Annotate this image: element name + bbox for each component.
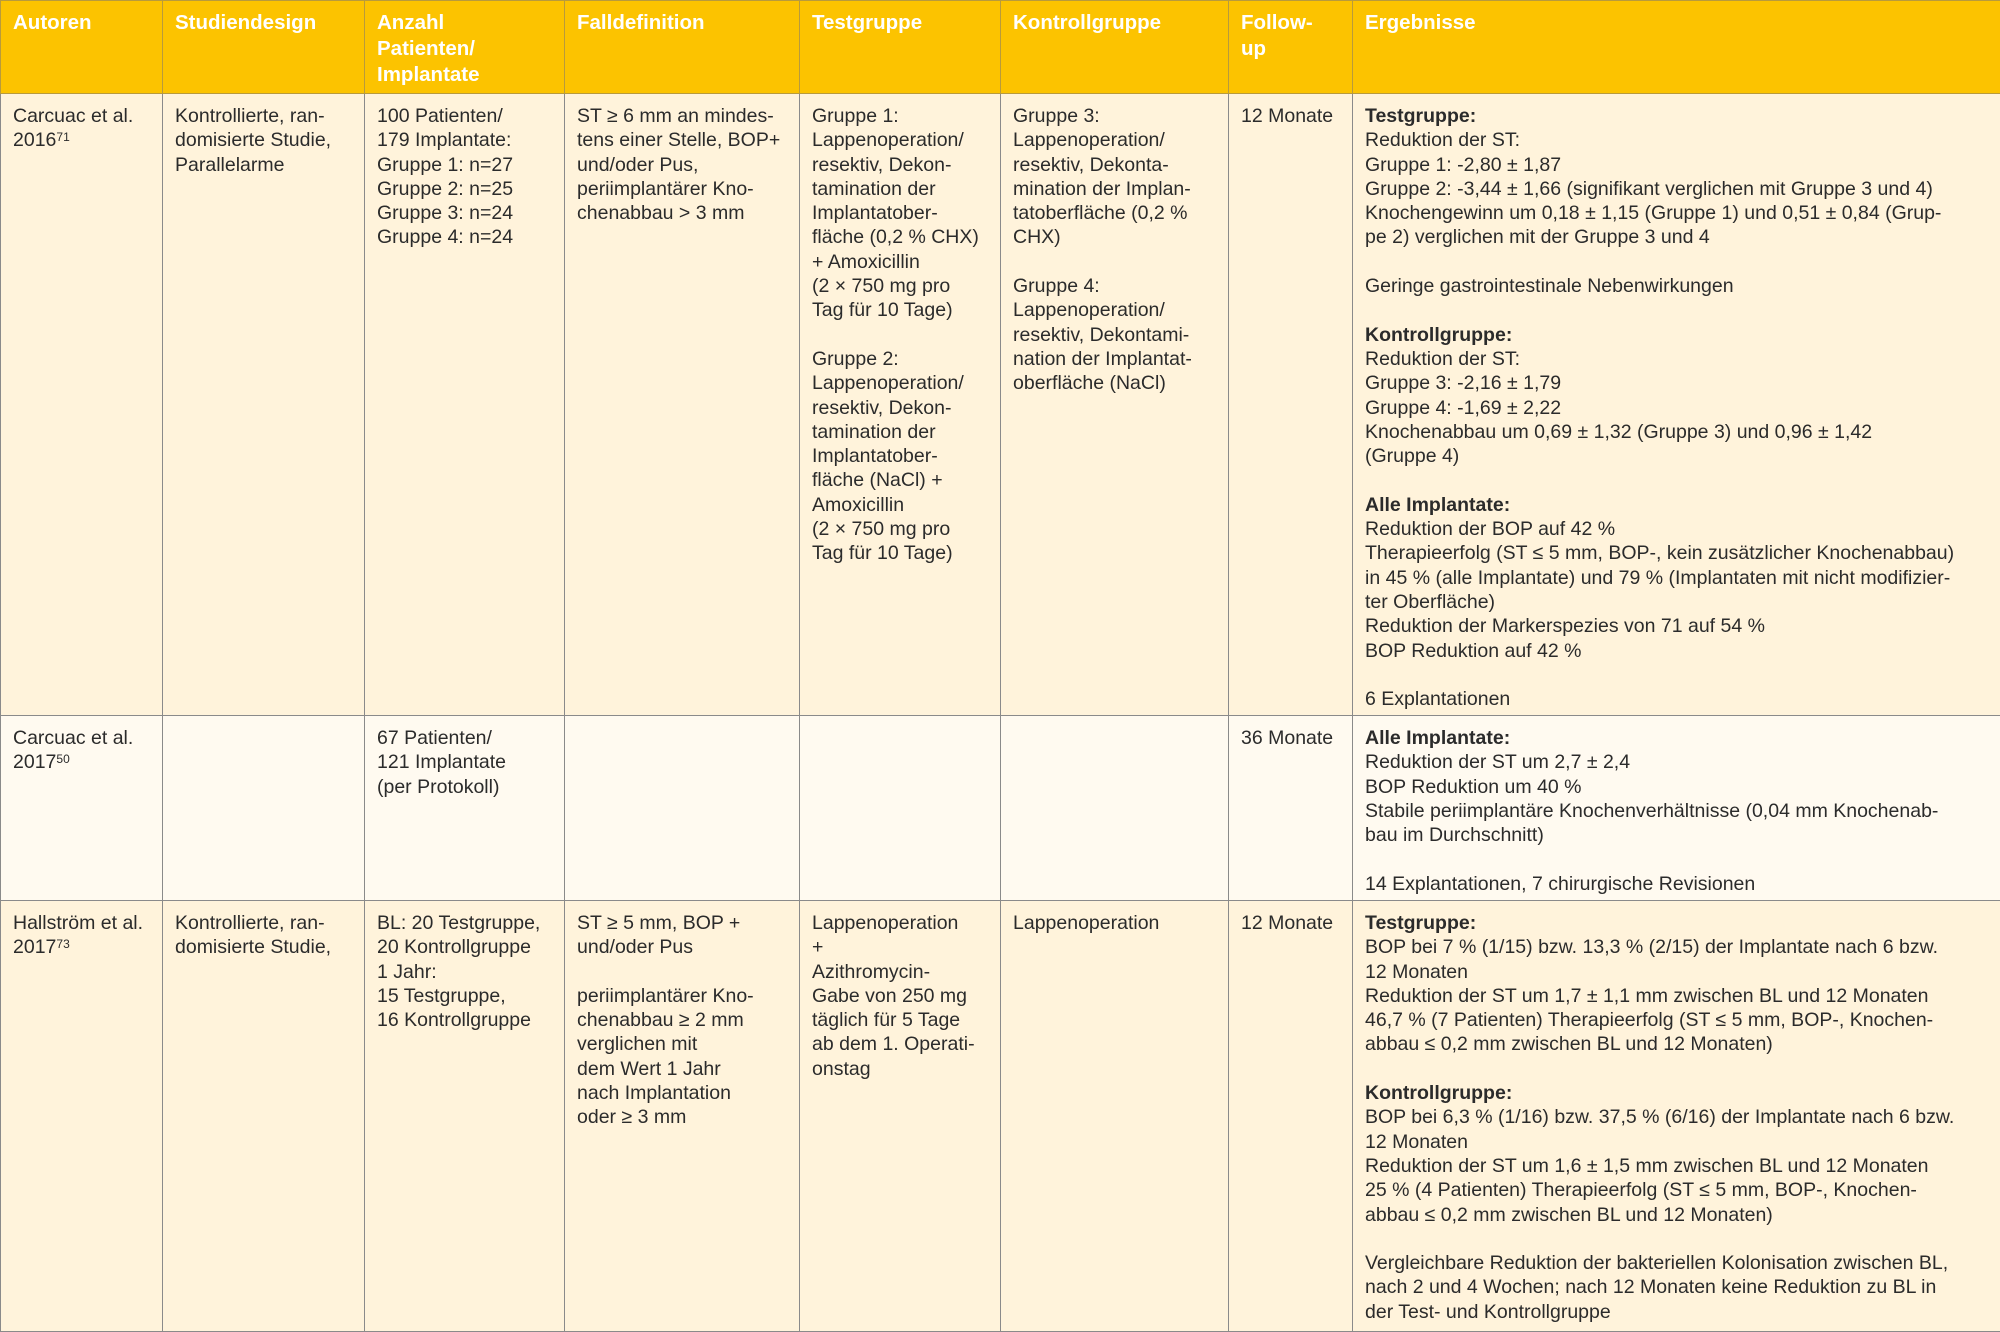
cell-anzahl [365,94,565,716]
text-line: resektiv, Dekon- [812,396,988,420]
text-line: BL: 20 Testgruppe, [377,911,552,935]
text-line: 6 Explantationen [1365,687,1988,711]
text-line: Tag für 10 Tage) [812,541,988,565]
header-label-line: Follow- [1241,10,1340,36]
header-label-line: Patienten/ [377,36,552,62]
text-line [577,960,787,984]
text-line: Gruppe 1: n=27 [377,153,552,177]
text-line: 15 Testgruppe, [377,984,552,1008]
reference-number: 71 [56,130,69,144]
text-line: Gruppe 3: n=24 [377,201,552,225]
text-line: und/oder Pus, [577,153,787,177]
cell-follow-up [1229,94,1353,716]
text-line: Implantatober- [812,444,988,468]
text-line: Tag für 10 Tage) [812,298,988,322]
author-year-line [13,750,150,774]
text-line [1365,1227,1988,1251]
text-line: verglichen mit [577,1032,787,1056]
text-line: BOP Reduktion auf 42 % [1365,639,1988,663]
text-line: Reduktion der ST um 1,7 ± 1,1 mm zwischen BL und 12 Monaten [1365,984,1988,1008]
cell-autoren [1,94,163,716]
text-line: ter Oberfläche) [1365,590,1988,614]
text-line: 12 Monate [1241,911,1340,935]
author-name: Carcuac et al. [13,104,150,128]
header-testgruppe [800,1,1001,94]
header-kontrollgruppe [1001,1,1229,94]
text-line: Gruppe 1: [812,104,988,128]
text-line: Gruppe 4: [1013,274,1216,298]
text-line: (per Protokoll) [377,775,552,799]
header-label-line: Falldefinition [577,10,787,36]
author-name: Hallström et al. [13,911,150,935]
text-line: periimplantärer Kno- [577,984,787,1008]
text-line: BOP bei 6,3 % (1/16) bzw. 37,5 % (6/16) der Implantate nach 6 bzw. [1365,1105,1988,1129]
text-line: tatoberfläche (0,2 % [1013,201,1216,225]
text-line: Gruppe 4: n=24 [377,225,552,249]
cell-falldefinition [565,94,800,716]
text-line: Lappenoperation/ [812,128,988,152]
text-line: ST ≥ 5 mm, BOP + [577,911,787,935]
cell-falldefinition [565,716,800,901]
section-heading: Testgruppe: [1365,911,1988,935]
text-line: domisierte Studie, [175,128,352,152]
text-line: ab dem 1. Operati- [812,1032,988,1056]
header-ergebnisse [1353,1,2000,94]
author-name: Carcuac et al. [13,726,150,750]
text-line: Gruppe 2: -3,44 ± 1,66 (signifikant verglichen mit Gruppe 3 und 4) [1365,177,1988,201]
cell-autoren [1,716,163,901]
cell-ergebnisse [1353,716,2000,901]
header-autoren [1,1,163,94]
text-line: Gruppe 3: [1013,104,1216,128]
header-label-line: Autoren [13,10,150,36]
text-line: nach Implantation [577,1081,787,1105]
text-line: 121 Implantate [377,750,552,774]
header-anzahl [365,1,565,94]
text-line: nation der Implantat- [1013,347,1216,371]
text-line: Reduktion der ST um 1,6 ± 1,5 mm zwischen BL und 12 Monaten [1365,1154,1988,1178]
text-line: 14 Explantationen, 7 chirurgische Revisionen [1365,872,1988,896]
header-studiendesign [163,1,365,94]
text-line: Lappenoperation/ [1013,128,1216,152]
text-line: 36 Monate [1241,726,1340,750]
text-line: Gabe von 250 mg [812,984,988,1008]
author-year: 2017 [13,936,56,958]
header-label-line: Anzahl [377,10,552,36]
reference-number: 50 [56,752,69,766]
table-row [1,94,2000,716]
text-line: bau im Durchschnitt) [1365,823,1988,847]
text-line: ST ≥ 6 mm an mindes- [577,104,787,128]
text-line [1365,847,1988,871]
cell-anzahl [365,716,565,901]
cell-testgruppe [800,94,1001,716]
text-line: 46,7 % (7 Patienten) Therapieerfolg (ST ≤ 5 mm, BOP-, Knochen- [1365,1008,1988,1032]
text-line: tens einer Stelle, BOP+ [577,128,787,152]
text-line: 67 Patienten/ [377,726,552,750]
text-line: Kontrollierte, ran- [175,104,352,128]
text-line: Knochenabbau um 0,69 ± 1,32 (Gruppe 3) und 0,96 ± 1,42 [1365,420,1988,444]
text-line [1365,298,1988,322]
text-line: + [812,935,988,959]
text-line: Gruppe 2: [812,347,988,371]
header-label-line: Kontrollgruppe [1013,10,1216,36]
text-line: resektiv, Dekon- [812,153,988,177]
header-label-line: Ergebnisse [1365,10,1988,36]
text-line: 16 Kontrollgruppe [377,1008,552,1032]
text-line: Therapieerfolg (ST ≤ 5 mm, BOP-, kein zusätzlicher Knochenabbau) [1365,541,1988,565]
text-line: CHX) [1013,225,1216,249]
text-line: Lappenoperation/ [812,371,988,395]
text-line: abbau ≤ 0,2 mm zwischen BL und 12 Monaten) [1365,1203,1988,1227]
cell-testgruppe [800,901,1001,1332]
cell-anzahl [365,901,565,1332]
text-line: domisierte Studie, [175,935,352,959]
header-follow-up [1229,1,1353,94]
text-line [812,323,988,347]
text-line: 20 Kontrollgruppe [377,935,552,959]
text-line: dem Wert 1 Jahr [577,1057,787,1081]
table-row [1,716,2000,901]
header-label-line: Testgruppe [812,10,988,36]
cell-ergebnisse [1353,901,2000,1332]
text-line: pe 2) verglichen mit der Gruppe 3 und 4 [1365,225,1988,249]
text-line: + Amoxicillin [812,250,988,274]
text-line: Reduktion der BOP auf 42 % [1365,517,1988,541]
text-line [1365,663,1988,687]
author-year-line [13,128,150,152]
text-line: Implantatober- [812,201,988,225]
header-label-line: Studiendesign [175,10,352,36]
text-line: Azithromycin- [812,960,988,984]
text-line: Vergleichbare Reduktion der bakteriellen Kolonisation zwischen BL, [1365,1251,1988,1275]
text-line: (Gruppe 4) [1365,444,1988,468]
text-line: BOP bei 7 % (1/15) bzw. 13,3 % (2/15) der Implantate nach 6 bzw. [1365,935,1988,959]
text-line: Knochengewinn um 0,18 ± 1,15 (Gruppe 1) und 0,51 ± 0,84 (Grup- [1365,201,1988,225]
text-line: 12 Monate [1241,104,1340,128]
text-line: der Test- und Kontrollgruppe [1365,1300,1988,1324]
text-line: resektiv, Dekontami- [1013,323,1216,347]
cell-studiendesign [163,901,365,1332]
text-line [1013,250,1216,274]
section-heading: Kontrollgruppe: [1365,323,1988,347]
cell-kontrollgruppe [1001,716,1229,901]
text-line: (2 × 750 mg pro [812,274,988,298]
text-line: Geringe gastrointestinale Nebenwirkungen [1365,274,1988,298]
text-line: Lappenoperation/ [1013,298,1216,322]
text-line: periimplantärer Kno- [577,177,787,201]
text-line: onstag [812,1057,988,1081]
text-line [1365,250,1988,274]
text-line [1365,1057,1988,1081]
cell-follow-up [1229,901,1353,1332]
text-line: Lappenoperation [1013,911,1216,935]
author-year: 2016 [13,129,56,151]
text-line: Kontrollierte, ran- [175,911,352,935]
text-line: nach 2 und 4 Wochen; nach 12 Monaten keine Reduktion zu BL in [1365,1275,1988,1299]
text-line: oberfläche (NaCl) [1013,371,1216,395]
cell-autoren [1,901,163,1332]
text-line: und/oder Pus [577,935,787,959]
cell-falldefinition [565,901,800,1332]
text-line: abbau ≤ 0,2 mm zwischen BL und 12 Monaten) [1365,1032,1988,1056]
cell-studiendesign [163,94,365,716]
text-line: Reduktion der Markerspezies von 71 auf 54 % [1365,614,1988,638]
text-line: Gruppe 3: -2,16 ± 1,79 [1365,371,1988,395]
text-line: mination der Implan- [1013,177,1216,201]
text-line: tamination der [812,177,988,201]
header-falldefinition [565,1,800,94]
text-line: Parallelarme [175,153,352,177]
text-line: Stabile periimplantäre Knochenverhältnisse (0,04 mm Knochenab- [1365,799,1988,823]
text-line: chenabbau ≥ 2 mm [577,1008,787,1032]
cell-kontrollgruppe [1001,94,1229,716]
text-line: Lappenoperation [812,911,988,935]
cell-ergebnisse [1353,94,2000,716]
author-year: 2017 [13,751,56,773]
text-line: resektiv, Dekonta- [1013,153,1216,177]
text-line: 12 Monaten [1365,960,1988,984]
text-line: Gruppe 2: n=25 [377,177,552,201]
header-label-line: Implantate [377,62,552,88]
section-heading: Kontrollgruppe: [1365,1081,1988,1105]
text-line: oder ≥ 3 mm [577,1105,787,1129]
text-line: 179 Implantate: [377,128,552,152]
text-line: BOP Reduktion um 40 % [1365,775,1988,799]
text-line: tamination der [812,420,988,444]
section-heading: Alle Implantate: [1365,726,1988,750]
header-label-line: up [1241,36,1340,62]
table-row [1,901,2000,1332]
text-line: (2 × 750 mg pro [812,517,988,541]
section-heading: Testgruppe: [1365,104,1988,128]
text-line: Amoxicillin [812,493,988,517]
cell-follow-up [1229,716,1353,901]
text-line [1365,468,1988,492]
text-line: chenabbau > 3 mm [577,201,787,225]
author-year-line [13,935,150,959]
text-line: Reduktion der ST: [1365,128,1988,152]
text-line: Gruppe 1: -2,80 ± 1,87 [1365,153,1988,177]
text-line: fläche (0,2 % CHX) [812,225,988,249]
cell-testgruppe [800,716,1001,901]
text-line: 12 Monaten [1365,1130,1988,1154]
cell-studiendesign [163,716,365,901]
section-heading: Alle Implantate: [1365,493,1988,517]
text-line: Reduktion der ST: [1365,347,1988,371]
text-line: in 45 % (alle Implantate) und 79 % (Implantaten mit nicht modifizier- [1365,566,1988,590]
text-line: täglich für 5 Tage [812,1008,988,1032]
text-line: 25 % (4 Patienten) Therapieerfolg (ST ≤ 5 mm, BOP-, Knochen- [1365,1178,1988,1202]
text-line: 100 Patienten/ [377,104,552,128]
text-line: Gruppe 4: -1,69 ± 2,22 [1365,396,1988,420]
text-line: 1 Jahr: [377,960,552,984]
text-line: fläche (NaCl) + [812,468,988,492]
text-line: Reduktion der ST um 2,7 ± 2,4 [1365,750,1988,774]
cell-kontrollgruppe [1001,901,1229,1332]
table-header-row [1,1,2000,94]
reference-number: 73 [56,937,69,951]
